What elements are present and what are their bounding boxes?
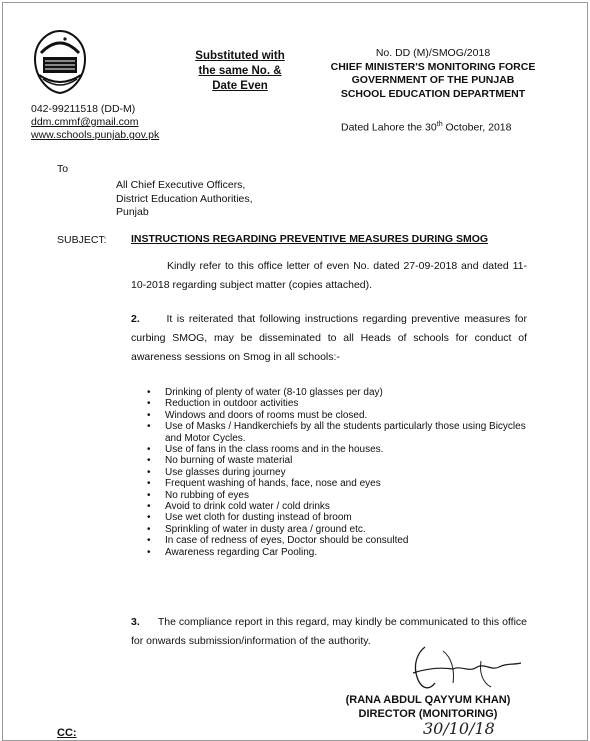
instruction-item: • Use glasses during journey [147, 467, 531, 478]
paragraph-2-text: It is reiterated that following instructions regarding preventive measures for curbing SMOG, may be disseminated to all Heads of schools for conduct of awareness sessions on Smog in all schools:- [131, 313, 527, 363]
instruction-item: • Sprinkling of water in dusty area / ground etc. [147, 524, 531, 535]
addressee-block [116, 179, 253, 220]
date-suffix: October, 2018 [442, 121, 512, 134]
paragraph-1: Kindly refer to this office letter of even No. dated 27-09-2018 and dated 11-10-2018 regarding subject matter (copies attached). [131, 260, 527, 291]
instruction-item: • Windows and doors of rooms must be closed. [147, 410, 531, 421]
signatory-block [333, 693, 523, 721]
paragraph-3-number: 3. [131, 616, 140, 628]
instructions-list [147, 387, 531, 558]
substituted-line-1: Substituted with [195, 50, 285, 62]
addressee-line-2: District Education Authorities, [116, 192, 253, 205]
paragraph-3-text: The compliance report in this regard, may kindly be communicated to this office for onwards submission/information of the authority. [131, 616, 527, 647]
paragraph-2 [131, 310, 527, 367]
email-link[interactable]: ddm.cmmf@gmail.com [31, 116, 139, 128]
paragraph-2-number: 2. [131, 313, 140, 325]
instruction-item: • Reduction in outdoor activities [147, 398, 531, 409]
letter-page [2, 2, 588, 741]
cc-label: CC: [57, 727, 77, 739]
website-link[interactable]: www.schools.punjab.gov.pk [31, 129, 160, 141]
instruction-item: • In case of redness of eyes, Doctor should be consulted [147, 535, 531, 546]
instruction-item: • Use of Masks / Handkerchiefs by all the students particularly those using Bicycles and Motor Cycles. [147, 421, 531, 444]
subject-title: INSTRUCTIONS REGARDING PREVENTIVE MEASURES DURING SMOG [131, 233, 489, 245]
letterhead-reference [318, 47, 548, 101]
org-line-1: CHIEF MINISTER'S MONITORING FORCE [330, 60, 536, 73]
signatory-title: DIRECTOR (MONITORING) [358, 708, 498, 720]
substituted-line-2: the same No. & [198, 65, 282, 77]
contact-block [31, 103, 159, 142]
instruction-item: • Awareness regarding Car Pooling. [147, 547, 531, 558]
instruction-item: • Drinking of plenty of water (8-10 glasses per day) [147, 387, 531, 398]
phone-number: 042-99211518 (DD-M) [31, 103, 136, 115]
handwritten-date: 30/10/18 [423, 719, 495, 738]
instruction-item: • No burning of waste material [147, 455, 531, 466]
signatory-name: (RANA ABDUL QAYYUM KHAN) [345, 694, 511, 706]
instruction-item: • Avoid to drink cold water / cold drinks [147, 501, 531, 512]
substituted-note [188, 49, 292, 94]
instruction-item: • Use of fans in the class rooms and in the houses. [147, 444, 531, 455]
substituted-line-3: Date Even [212, 80, 268, 92]
date-suffix-ordinal: th [436, 121, 443, 128]
addressee-line-1: All Chief Executive Officers, [116, 179, 246, 191]
org-line-3: SCHOOL EDUCATION DEPARTMENT [340, 87, 526, 100]
instruction-item: • Frequent washing of hands, face, nose and eyes [147, 478, 531, 489]
to-label: To [57, 163, 69, 175]
letter-date [341, 121, 511, 134]
instruction-item: • Use wet cloth for dusting instead of broom [147, 512, 531, 523]
subject-label: SUBJECT: [57, 234, 107, 246]
date-prefix: Dated Lahore the 30 [341, 121, 437, 134]
addressee-line-3: Punjab [116, 206, 149, 218]
org-line-2: GOVERNMENT OF THE PUNJAB [351, 74, 515, 86]
reference-number: No. DD (M)/SMOG/2018 [375, 47, 491, 59]
government-emblem-logo [29, 27, 91, 97]
instruction-item: • No rubbing of eyes [147, 490, 531, 501]
